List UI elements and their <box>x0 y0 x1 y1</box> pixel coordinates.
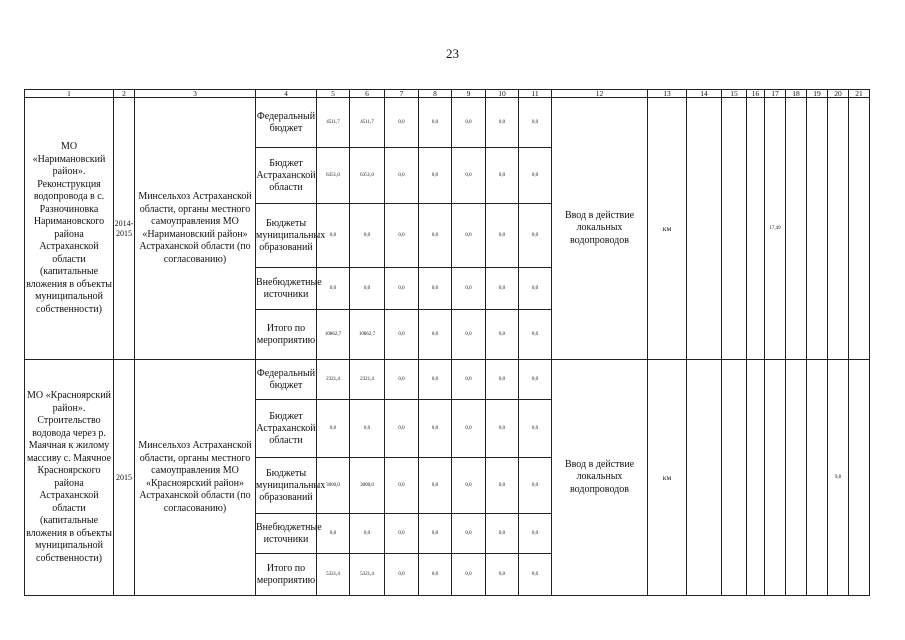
project-name: МО «Красноярский район». Строительство водовода через р. Маячная к жилому массиву с. Маячное Красноярского района Астраханской области (капитальные вложения в объекты муниципальной собственности) <box>25 360 114 596</box>
column-number: 12 <box>552 90 648 98</box>
indicator-value: 17,49 <box>765 98 786 360</box>
unit: км <box>648 98 687 360</box>
funding-source: Федеральный бюджет <box>256 98 317 148</box>
amount-cell: 4511,7 <box>317 98 350 148</box>
column-number: 18 <box>786 90 807 98</box>
column-number: 4 <box>256 90 317 98</box>
amount-cell: 10862,7 <box>350 310 385 360</box>
amount-cell: 0,0 <box>419 458 452 514</box>
amount-cell: 0,0 <box>350 514 385 554</box>
column-number: 11 <box>519 90 552 98</box>
amount-cell: 0,0 <box>317 204 350 268</box>
amount-cell: 6351,0 <box>350 148 385 204</box>
amount-cell: 0,0 <box>519 554 552 596</box>
executor: Минсельхоз Астраханской области, органы местного самоуправления МО «Красноярский район» Астраханской области (по согласованию) <box>135 360 256 596</box>
amount-cell: 0,0 <box>486 458 519 514</box>
period: 2015 <box>114 360 135 596</box>
amount-cell: 6351,0 <box>317 148 350 204</box>
amount-cell: 4511,7 <box>350 98 385 148</box>
amount-cell: 0,0 <box>385 554 419 596</box>
executor: Минсельхоз Астраханской области, органы местного самоуправления МО «Наримановский район» Астраханской области (по согласованию) <box>135 98 256 360</box>
expected-result: Ввод в действие локальных водопроводов <box>552 360 648 596</box>
indicator-cell <box>747 98 765 360</box>
amount-cell: 0,0 <box>419 268 452 310</box>
amount-cell: 0,0 <box>452 148 486 204</box>
amount-cell: 0,0 <box>419 400 452 458</box>
funding-source: Внебюджетные источники <box>256 514 317 554</box>
amount-cell: 0,0 <box>385 458 419 514</box>
column-number: 19 <box>807 90 828 98</box>
funding-source: Бюджеты муниципальных образований <box>256 204 317 268</box>
indicator-cell <box>747 360 765 596</box>
column-number: 1 <box>25 90 114 98</box>
amount-cell: 0,0 <box>385 360 419 400</box>
column-number: 8 <box>419 90 452 98</box>
funding-source: Бюджет Астраханской области <box>256 400 317 458</box>
amount-cell: 0,0 <box>350 268 385 310</box>
amount-cell: 0,0 <box>385 400 419 458</box>
amount-cell: 0,0 <box>486 514 519 554</box>
amount-cell: 0,0 <box>519 310 552 360</box>
amount-cell: 0,0 <box>419 98 452 148</box>
amount-cell: 0,0 <box>385 98 419 148</box>
expected-result: Ввод в действие локальных водопроводов <box>552 98 648 360</box>
indicator-cell <box>722 98 747 360</box>
indicator-cell <box>687 360 722 596</box>
amount-cell: 0,0 <box>452 554 486 596</box>
funding-source: Итого по мероприятию <box>256 310 317 360</box>
amount-cell: 0,0 <box>519 98 552 148</box>
funding-source: Федеральный бюджет <box>256 360 317 400</box>
table-body <box>25 90 870 596</box>
unit: км <box>648 360 687 596</box>
column-number: 14 <box>687 90 722 98</box>
amount-cell: 0,0 <box>486 554 519 596</box>
page-number: 23 <box>446 46 459 61</box>
column-number: 7 <box>385 90 419 98</box>
amount-cell: 0,0 <box>486 148 519 204</box>
indicator-value: 9,8 <box>828 360 849 596</box>
indicator-cell <box>687 98 722 360</box>
indicator-cell <box>807 98 828 360</box>
column-number: 2 <box>114 90 135 98</box>
amount-cell: 0,0 <box>350 204 385 268</box>
indicator-cell <box>786 360 807 596</box>
amount-cell: 0,0 <box>317 514 350 554</box>
indicator-cell <box>786 98 807 360</box>
amount-cell: 0,0 <box>486 360 519 400</box>
amount-cell: 0,0 <box>519 148 552 204</box>
column-number: 15 <box>722 90 747 98</box>
amount-cell: 0,0 <box>350 400 385 458</box>
amount-cell: 5321,4 <box>317 554 350 596</box>
indicator-cell <box>722 360 747 596</box>
amount-cell: 0,0 <box>452 98 486 148</box>
amount-cell: 2321,4 <box>350 360 385 400</box>
column-number: 5 <box>317 90 350 98</box>
amount-cell: 0,0 <box>419 360 452 400</box>
amount-cell: 5321,4 <box>350 554 385 596</box>
amount-cell: 0,0 <box>519 268 552 310</box>
column-number: 10 <box>486 90 519 98</box>
table-row <box>25 360 870 400</box>
amount-cell: 0,0 <box>452 204 486 268</box>
amount-cell: 0,0 <box>452 514 486 554</box>
indicator-cell <box>849 98 870 360</box>
amount-cell: 0,0 <box>317 268 350 310</box>
amount-cell: 0,0 <box>452 360 486 400</box>
amount-cell: 0,0 <box>519 360 552 400</box>
indicator-cell <box>807 360 828 596</box>
amount-cell: 0,0 <box>419 554 452 596</box>
column-number: 21 <box>849 90 870 98</box>
amount-cell: 0,0 <box>385 268 419 310</box>
amount-cell: 0,0 <box>385 148 419 204</box>
column-number: 13 <box>648 90 687 98</box>
header-row <box>25 90 870 98</box>
amount-cell: 0,0 <box>519 458 552 514</box>
column-number: 9 <box>452 90 486 98</box>
column-number: 16 <box>747 90 765 98</box>
funding-source: Бюджеты муниципальных образований <box>256 458 317 514</box>
funding-source: Внебюджетные источники <box>256 268 317 310</box>
project-name: МО «Наримановский район». Реконструкция водопровода в с. Разночиновка Наримановского района Астраханской области (капитальные вложения в объекты муниципальной собственности) <box>25 98 114 360</box>
amount-cell: 0,0 <box>519 400 552 458</box>
amount-cell: 2321,4 <box>317 360 350 400</box>
amount-cell: 0,0 <box>519 204 552 268</box>
amount-cell: 0,0 <box>486 204 519 268</box>
amount-cell: 0,0 <box>452 458 486 514</box>
amount-cell: 0,0 <box>419 148 452 204</box>
program-table <box>24 89 870 596</box>
amount-cell: 3000,0 <box>317 458 350 514</box>
amount-cell: 0,0 <box>452 310 486 360</box>
amount-cell: 0,0 <box>317 400 350 458</box>
amount-cell: 0,0 <box>419 514 452 554</box>
column-number: 20 <box>828 90 849 98</box>
indicator-cell <box>849 360 870 596</box>
amount-cell: 0,0 <box>385 204 419 268</box>
amount-cell: 3000,0 <box>350 458 385 514</box>
column-number: 3 <box>135 90 256 98</box>
amount-cell: 0,0 <box>486 310 519 360</box>
amount-cell: 0,0 <box>452 268 486 310</box>
amount-cell: 0,0 <box>385 514 419 554</box>
indicator-cell <box>765 360 786 596</box>
period: 2014-2015 <box>114 98 135 360</box>
amount-cell: 0,0 <box>452 400 486 458</box>
amount-cell: 0,0 <box>486 268 519 310</box>
amount-cell: 0,0 <box>419 310 452 360</box>
amount-cell: 0,0 <box>486 98 519 148</box>
amount-cell: 0,0 <box>486 400 519 458</box>
funding-source: Итого по мероприятию <box>256 554 317 596</box>
amount-cell: 0,0 <box>385 310 419 360</box>
amount-cell: 10862,7 <box>317 310 350 360</box>
indicator-cell <box>828 98 849 360</box>
table-row <box>25 98 870 148</box>
amount-cell: 0,0 <box>419 204 452 268</box>
column-number: 17 <box>765 90 786 98</box>
funding-source: Бюджет Астраханской области <box>256 148 317 204</box>
amount-cell: 0,0 <box>519 514 552 554</box>
column-number: 6 <box>350 90 385 98</box>
